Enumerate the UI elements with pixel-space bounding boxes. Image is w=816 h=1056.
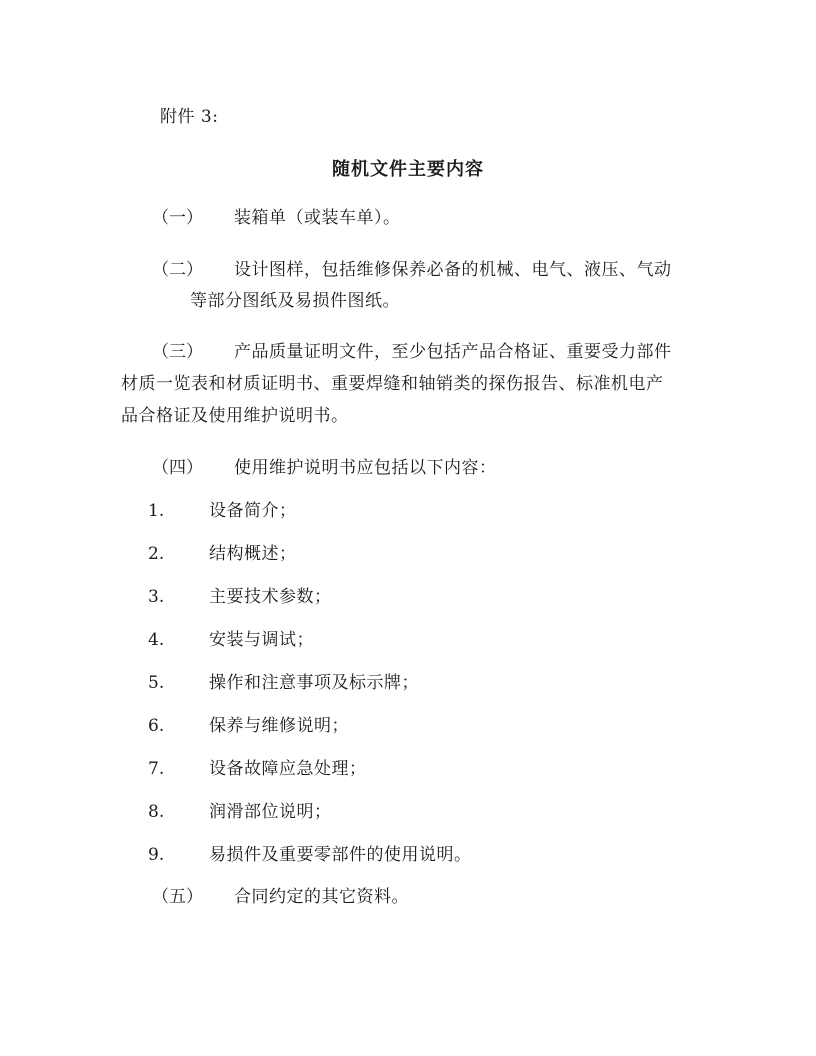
list-item-number: 9. xyxy=(148,845,165,865)
list-item-number: 1. xyxy=(148,501,165,521)
section-number: （三） xyxy=(152,342,203,362)
section-text: 产品质量证明文件，至少包括产品合格证、重要受力部件 xyxy=(234,342,672,362)
list-item-number: 4. xyxy=(148,630,165,650)
list-item: 安装与调试； xyxy=(209,630,314,650)
section-text: 设计图样，包括维修保养必备的机械、电气、液压、气动 xyxy=(234,260,672,280)
section-number: （四） xyxy=(152,458,203,478)
section-text: 使用维护说明书应包括以下内容： xyxy=(234,458,497,478)
attachment-label: 附件 3: xyxy=(160,107,219,127)
list-item-number: 3. xyxy=(148,587,165,607)
section-text: 合同约定的其它资料。 xyxy=(234,887,409,907)
list-item-number: 7. xyxy=(148,759,165,779)
section-text: 材质一览表和材质证明书、重要焊缝和轴销类的探伤报告、标准机电产 xyxy=(121,374,664,394)
list-item-number: 2. xyxy=(148,544,165,564)
section-text: 装箱单（或装车单）。 xyxy=(234,208,401,228)
section-number: （五） xyxy=(152,887,203,907)
list-item: 易损件及重要零部件的使用说明。 xyxy=(209,845,472,865)
list-item: 润滑部位说明； xyxy=(209,802,332,822)
list-item-number: 5. xyxy=(148,673,165,693)
list-item: 设备简介； xyxy=(209,501,297,521)
list-item: 主要技术参数； xyxy=(209,587,332,607)
list-item: 保养与维修说明； xyxy=(209,716,349,736)
list-item: 操作和注意事项及标示牌； xyxy=(209,673,419,693)
list-item-number: 6. xyxy=(148,716,165,736)
section-number: （二） xyxy=(152,260,203,280)
section-text: 等部分图纸及易损件图纸。 xyxy=(190,291,400,311)
list-item-number: 8. xyxy=(148,802,165,822)
list-item: 结构概述； xyxy=(209,544,297,564)
section-text: 品合格证及使用维护说明书。 xyxy=(121,406,349,426)
section-number: （一） xyxy=(152,208,203,228)
list-item: 设备故障应急处理； xyxy=(209,759,367,779)
document-title: 随机文件主要内容 xyxy=(332,159,484,180)
